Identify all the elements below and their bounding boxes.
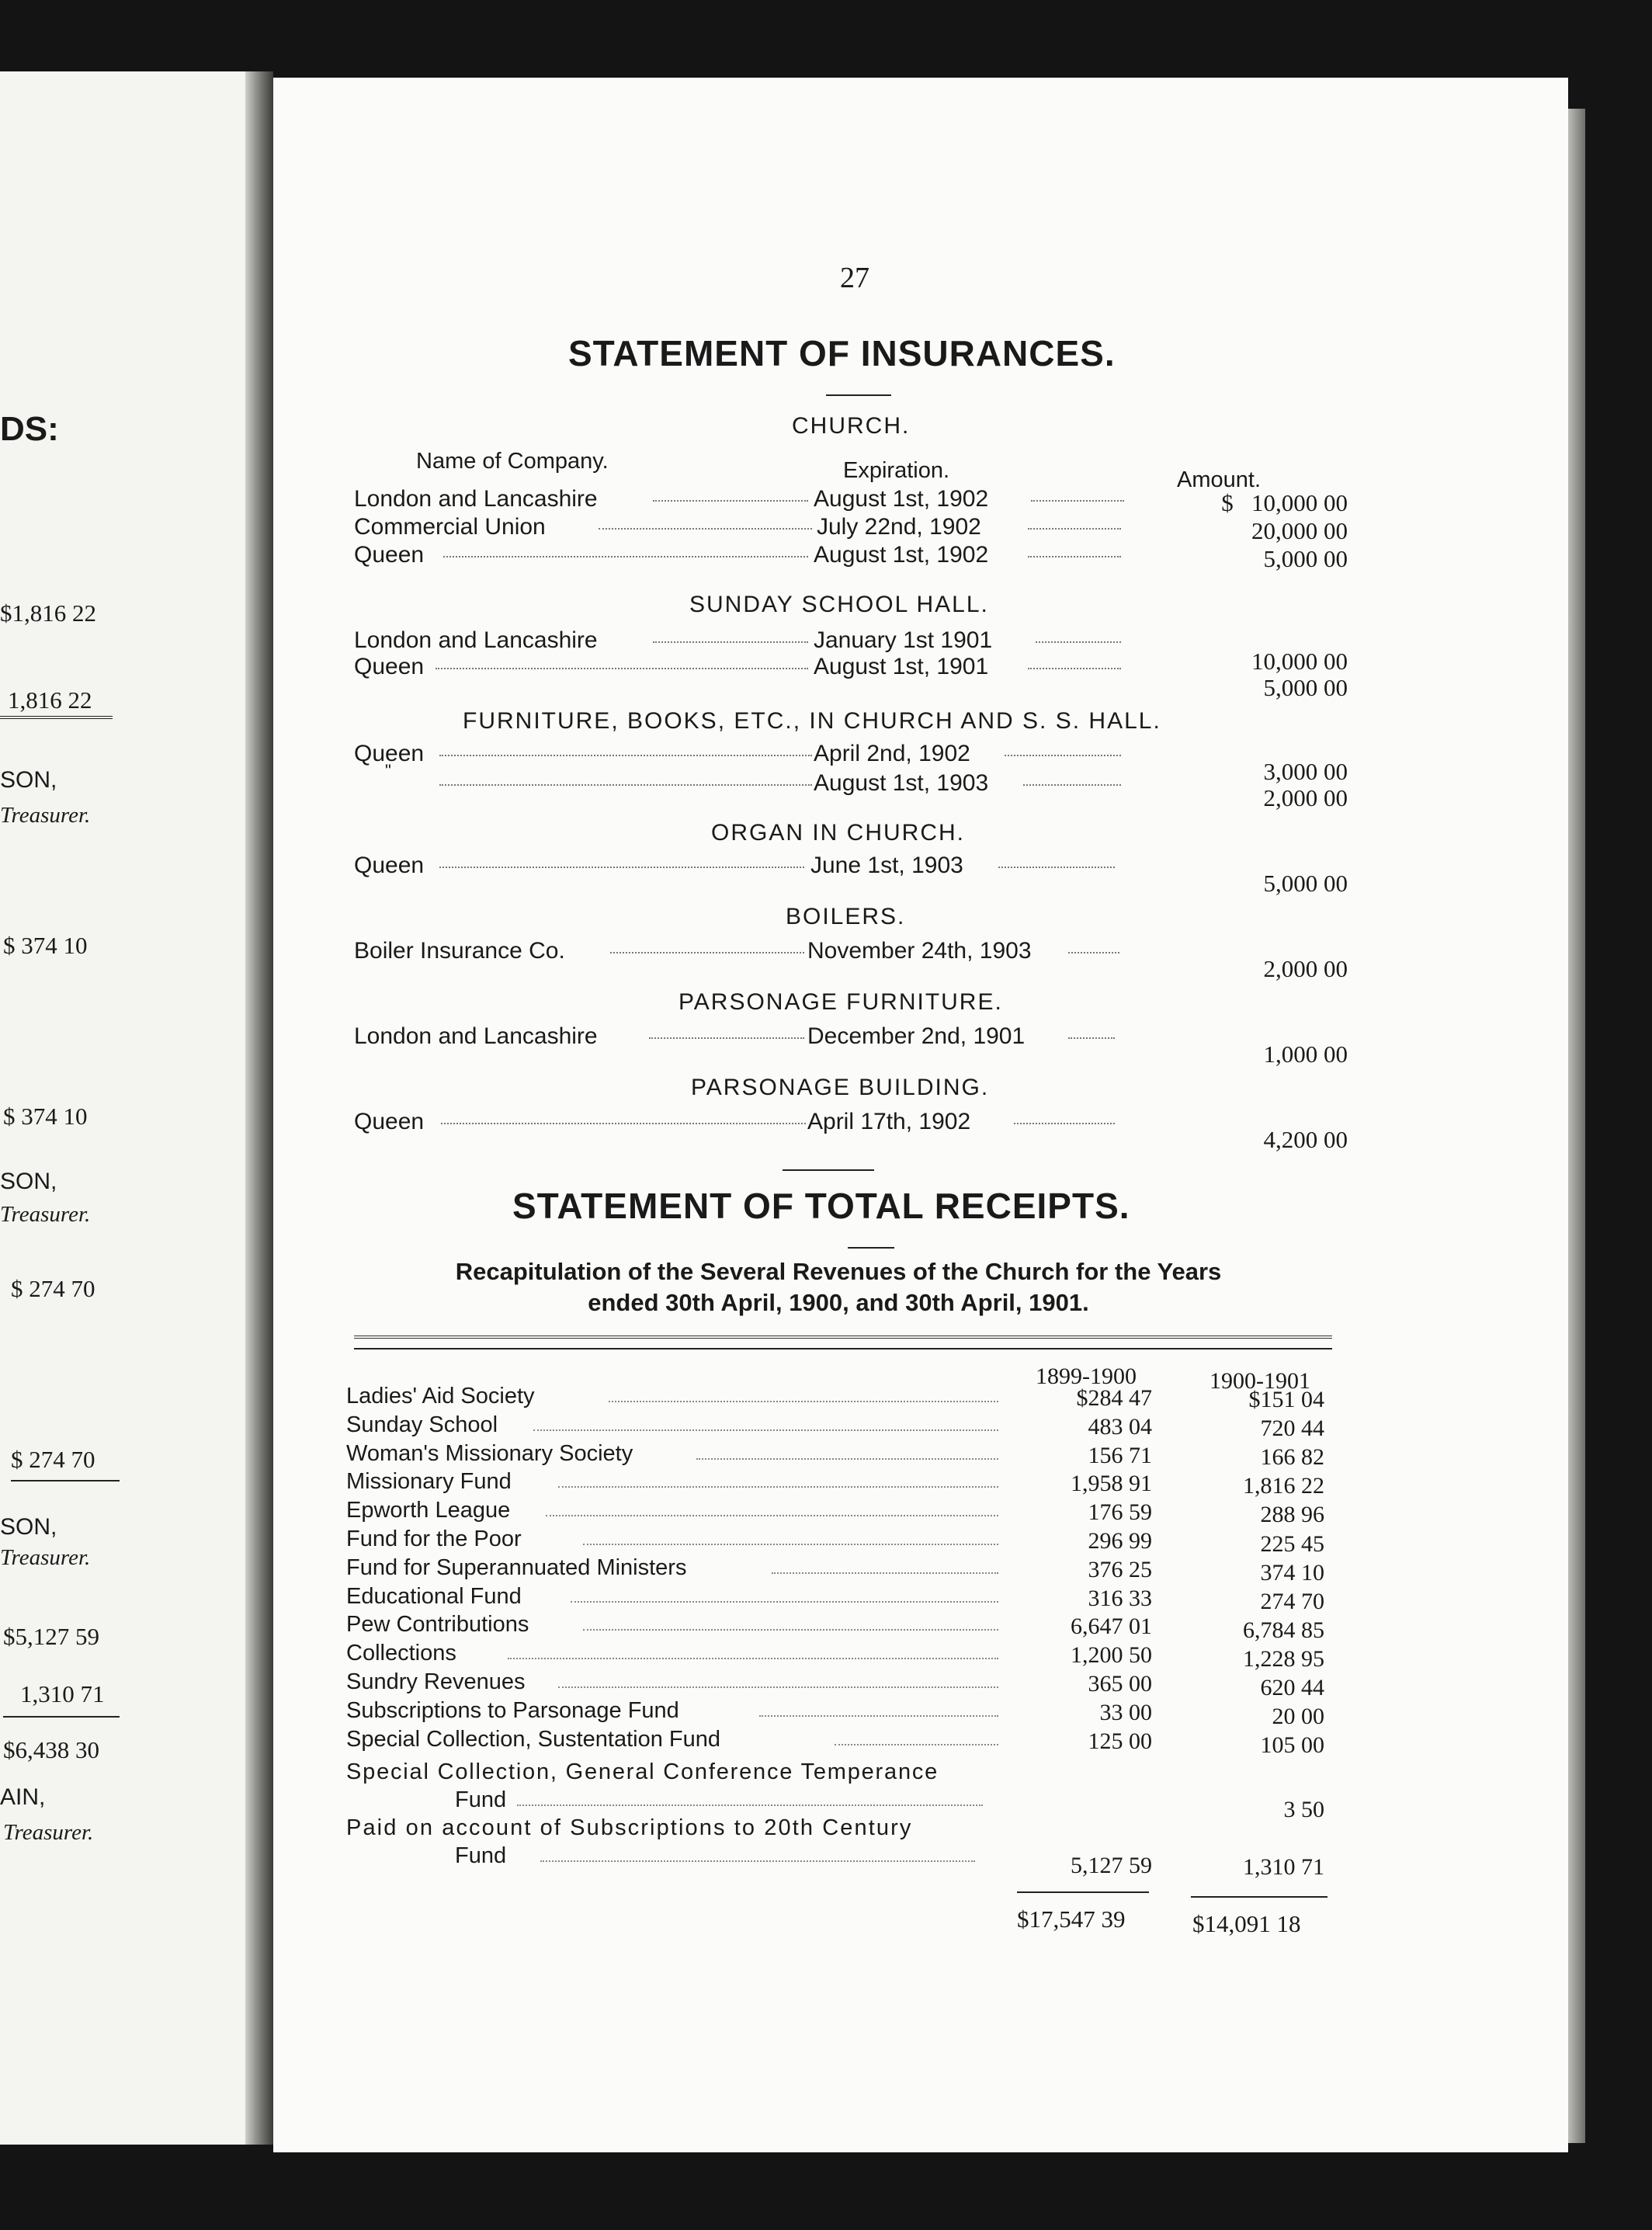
left-signature-name: AIN, bbox=[0, 1784, 46, 1810]
left-amount: $ 274 70 bbox=[11, 1275, 95, 1302]
receipt-row bbox=[346, 1584, 1324, 1613]
receipt-value-1899-1900: $284 47 bbox=[1076, 1385, 1152, 1411]
insurance-amount: 10,000 00 bbox=[1251, 648, 1348, 675]
receipt-value-1900-1901: 720 44 bbox=[1260, 1415, 1324, 1442]
section-heading: BOILERS. bbox=[786, 904, 906, 929]
receipt-label: Fund bbox=[455, 1843, 507, 1868]
year-header: 1900-1901 bbox=[1210, 1368, 1310, 1394]
leader-dots bbox=[1014, 1123, 1115, 1124]
receipt-label: Special Collection, Sustentation Fund bbox=[346, 1726, 721, 1752]
leader-dots bbox=[1028, 556, 1121, 558]
insurance-company: Commercial Union bbox=[354, 514, 546, 540]
insurance-expiration: August 1st, 1902 bbox=[814, 486, 989, 512]
leader-dots bbox=[610, 952, 804, 953]
left-signature-name: SON, bbox=[0, 767, 57, 793]
receipt-label: Epworth League bbox=[346, 1498, 511, 1523]
insurance-expiration: July 22nd, 1902 bbox=[817, 514, 981, 540]
double-rule bbox=[354, 1336, 1332, 1339]
receipt-value-1900-1901: 374 10 bbox=[1260, 1559, 1324, 1586]
receipt-value-1900-1901: 1,228 95 bbox=[1243, 1645, 1324, 1672]
receipts-subtitle bbox=[342, 1256, 1335, 1318]
receipt-label: Fund for the Poor bbox=[346, 1527, 522, 1551]
section-heading: ORGAN IN CHURCH. bbox=[711, 820, 966, 846]
insurance-company: London and Lancashire bbox=[354, 486, 598, 512]
leader-dots bbox=[1005, 755, 1121, 756]
insurance-amount: 5,000 00 bbox=[1263, 545, 1348, 572]
leader-dots bbox=[443, 556, 808, 558]
receipt-value-1900-1901: 225 45 bbox=[1260, 1530, 1324, 1557]
receipt-label: Collections bbox=[346, 1641, 456, 1666]
leader-dots bbox=[653, 500, 808, 502]
insurance-expiration: April 17th, 1902 bbox=[807, 1109, 971, 1134]
left-total-rule bbox=[0, 716, 113, 719]
leader-dots bbox=[1028, 668, 1121, 669]
receipt-row bbox=[346, 1815, 1324, 1880]
leader-dots bbox=[508, 1658, 998, 1659]
insurance-row bbox=[354, 486, 1348, 514]
insurance-company: London and Lancashire bbox=[354, 1023, 598, 1049]
receipt-label: Woman's Missionary Society bbox=[346, 1440, 633, 1466]
year-header: 1899-1900 bbox=[1036, 1363, 1137, 1389]
receipt-row bbox=[346, 1384, 1324, 1412]
insurance-amount: 2,000 00 bbox=[1263, 955, 1348, 982]
insurance-row bbox=[354, 1023, 1348, 1068]
left-total-rule bbox=[3, 1716, 120, 1718]
left-signature-name: SON, bbox=[0, 1169, 57, 1194]
insurance-expiration: August 1st, 1902 bbox=[814, 542, 989, 568]
page-number: 27 bbox=[840, 262, 869, 294]
insurance-amount: 5,000 00 bbox=[1263, 674, 1348, 701]
leader-dots bbox=[439, 867, 804, 868]
receipt-row bbox=[346, 1469, 1324, 1498]
left-amount-total: $ 274 70 bbox=[11, 1446, 95, 1473]
receipt-label: Fund for Superannuated Ministers bbox=[346, 1554, 687, 1580]
receipt-value-1899-1900: 156 71 bbox=[1088, 1442, 1152, 1468]
leader-dots bbox=[439, 784, 812, 786]
leader-dots bbox=[649, 1037, 804, 1039]
insurance-row bbox=[354, 853, 1348, 897]
receipt-value-1900-1901: 6,784 85 bbox=[1243, 1617, 1324, 1643]
leader-dots bbox=[1036, 641, 1121, 643]
receipt-label: Educational Fund bbox=[346, 1583, 522, 1609]
receipt-value-1899-1900: 365 00 bbox=[1088, 1671, 1152, 1697]
receipt-value-1900-1901: 274 70 bbox=[1260, 1588, 1324, 1614]
receipt-label: Paid on account of Subscriptions to 20th Century bbox=[346, 1815, 913, 1840]
section-heading: FURNITURE, BOOKS, ETC., IN CHURCH AND S. S. HALL. bbox=[463, 708, 1161, 734]
insurance-company: Queen bbox=[354, 654, 425, 679]
leader-dots bbox=[1031, 500, 1124, 502]
receipt-value-1900-1901: 620 44 bbox=[1260, 1675, 1324, 1700]
leader-dots bbox=[609, 1401, 998, 1402]
insurance-amount: $ 10,000 00 bbox=[1221, 489, 1348, 516]
leader-dots bbox=[998, 867, 1115, 868]
leader-dots bbox=[517, 1804, 983, 1806]
insurances-title: STATEMENT OF INSURANCES. bbox=[568, 333, 1116, 373]
receipt-row bbox=[346, 1641, 1324, 1672]
receipt-label: Sunday School bbox=[346, 1412, 498, 1437]
receipt-value-1899-1900: 33 00 bbox=[1099, 1699, 1152, 1725]
receipt-value-1899-1900: 125 00 bbox=[1088, 1728, 1152, 1754]
left-signature-title: Treasurer. bbox=[0, 803, 91, 828]
receipt-row bbox=[346, 1412, 1324, 1441]
insurance-amount: 5,000 00 bbox=[1263, 870, 1348, 897]
column-header-company: Name of Company. bbox=[416, 449, 609, 474]
receipt-value-1899-1900: 1,200 50 bbox=[1071, 1642, 1152, 1669]
left-amount-total: $ 374 10 bbox=[3, 1103, 88, 1130]
receipt-row bbox=[346, 1669, 1324, 1698]
section-heading: PARSONAGE FURNITURE. bbox=[678, 989, 1003, 1015]
insurance-amount: 1,000 00 bbox=[1263, 1040, 1348, 1068]
insurance-expiration: December 2nd, 1901 bbox=[807, 1023, 1026, 1049]
leader-dots bbox=[436, 668, 808, 669]
double-rule bbox=[354, 1348, 1332, 1349]
page-edge bbox=[1568, 109, 1585, 2143]
receipt-value-1900-1901: 20 00 bbox=[1272, 1704, 1324, 1730]
insurance-expiration: August 1st, 1903 bbox=[814, 770, 989, 796]
left-amount: $5,127 59 bbox=[3, 1623, 99, 1650]
insurance-expiration: January 1st 1901 bbox=[814, 627, 993, 653]
receipt-label: Pew Contributions bbox=[346, 1612, 529, 1638]
leader-dots bbox=[441, 1123, 806, 1124]
column-header-amount: Amount. bbox=[1177, 467, 1261, 492]
leader-dots bbox=[540, 1860, 975, 1862]
leader-dots bbox=[653, 641, 808, 643]
insurance-company: Queen bbox=[354, 1109, 425, 1134]
receipt-row bbox=[346, 1441, 1324, 1470]
insurance-company: Queen bbox=[354, 741, 425, 766]
insurance-expiration: November 24th, 1903 bbox=[807, 938, 1032, 964]
leader-dots bbox=[558, 1686, 998, 1688]
receipt-value-1899-1900: 483 04 bbox=[1088, 1413, 1152, 1440]
leader-dots bbox=[696, 1458, 998, 1460]
receipt-value-1900-1901: 1,816 22 bbox=[1243, 1473, 1324, 1499]
receipt-row bbox=[346, 1759, 1324, 1822]
receipt-value-1899-1900: 316 33 bbox=[1088, 1585, 1152, 1611]
left-signature-name: SON, bbox=[0, 1514, 57, 1540]
leader-dots bbox=[583, 1544, 998, 1545]
receipt-value-1899-1900: 1,958 91 bbox=[1071, 1471, 1152, 1497]
column-header-expiration: Expiration. bbox=[843, 458, 950, 483]
receipt-row bbox=[346, 1697, 1324, 1730]
insurance-row bbox=[354, 938, 1348, 982]
receipt-value-1900-1901: 105 00 bbox=[1260, 1732, 1324, 1759]
receipt-label: Missionary Fund bbox=[346, 1469, 512, 1495]
receipts-title: STATEMENT OF TOTAL RECEIPTS. bbox=[512, 1186, 1130, 1226]
total-1900-1901: $14,091 18 bbox=[1192, 1910, 1301, 1937]
leader-dots bbox=[533, 1429, 998, 1431]
left-amount: $ 374 10 bbox=[3, 932, 88, 959]
receipt-row bbox=[346, 1527, 1324, 1555]
leader-dots bbox=[759, 1715, 998, 1717]
leader-dots bbox=[558, 1486, 998, 1488]
section-rule bbox=[783, 1169, 874, 1171]
receipt-row bbox=[346, 1498, 1324, 1527]
subtitle-line: ended 30th April, 1900, and 30th April, 1901. bbox=[588, 1289, 1089, 1316]
leader-dots bbox=[772, 1572, 998, 1574]
section-heading: CHURCH. bbox=[792, 413, 911, 439]
receipt-value-1899-1900: 6,647 01 bbox=[1071, 1613, 1152, 1640]
section-heading: SUNDAY SCHOOL HALL. bbox=[689, 592, 989, 617]
left-signature-title: Treasurer. bbox=[0, 1202, 91, 1227]
insurance-amount: 3,000 00 bbox=[1263, 758, 1348, 785]
insurance-expiration: June 1st, 1903 bbox=[810, 853, 963, 878]
insurance-row bbox=[354, 542, 1348, 570]
insurance-row bbox=[354, 654, 1348, 701]
left-amount-total: $6,438 30 bbox=[3, 1736, 99, 1763]
leader-dots bbox=[1068, 1037, 1115, 1039]
receipt-value-1900-1901: $151 04 bbox=[1248, 1387, 1324, 1412]
total-1899-1900: $17,547 39 bbox=[1017, 1905, 1126, 1933]
leader-dots bbox=[1023, 784, 1121, 786]
receipt-value-1899-1900: 376 25 bbox=[1088, 1556, 1152, 1582]
receipt-label: Sundry Revenues bbox=[346, 1669, 526, 1694]
receipt-value-1900-1901: 288 96 bbox=[1260, 1502, 1324, 1528]
leader-dots bbox=[583, 1629, 998, 1631]
receipt-value-1900-1901: 1,310 71 bbox=[1243, 1854, 1324, 1880]
leader-dots bbox=[546, 1515, 998, 1516]
leader-dots bbox=[835, 1744, 998, 1745]
left-total-rule bbox=[11, 1480, 120, 1481]
total-rule bbox=[1191, 1896, 1328, 1898]
title-rule bbox=[848, 1247, 894, 1249]
section-heading: PARSONAGE BUILDING. bbox=[691, 1075, 990, 1100]
receipt-row bbox=[346, 1612, 1324, 1641]
receipt-value-1899-1900: 5,127 59 bbox=[1071, 1853, 1152, 1878]
insurance-company: Queen bbox=[354, 542, 425, 568]
left-amount-total: 1,816 22 bbox=[8, 686, 92, 714]
book-gutter bbox=[245, 71, 273, 2145]
leader-dots bbox=[571, 1601, 998, 1603]
leader-dots bbox=[1028, 528, 1121, 530]
leader-dots bbox=[439, 755, 812, 756]
left-signature-title: Treasurer. bbox=[3, 1820, 94, 1845]
left-amount: 1,310 71 bbox=[20, 1680, 105, 1707]
ditto-mark: " bbox=[385, 761, 391, 780]
receipt-value-1900-1901: 3 50 bbox=[1283, 1797, 1324, 1822]
receipt-label: Fund bbox=[455, 1787, 507, 1812]
insurance-amount: 20,000 00 bbox=[1251, 517, 1348, 544]
total-rule bbox=[1017, 1891, 1149, 1893]
receipt-label: Subscriptions to Parsonage Fund bbox=[346, 1697, 679, 1723]
insurance-company: Boiler Insurance Co. bbox=[354, 938, 565, 964]
leader-dots bbox=[1068, 952, 1119, 953]
subtitle-line: Recapitulation of the Several Revenues of the Church for the Years bbox=[455, 1258, 1222, 1285]
insurance-amount: 2,000 00 bbox=[1263, 784, 1348, 811]
insurance-row bbox=[354, 761, 1348, 811]
receipt-value-1899-1900: 176 59 bbox=[1088, 1499, 1152, 1526]
insurance-expiration: April 2nd, 1902 bbox=[814, 741, 970, 766]
receipt-value-1899-1900: 296 99 bbox=[1088, 1528, 1152, 1554]
insurance-row bbox=[354, 1109, 1348, 1153]
left-amount: $1,816 22 bbox=[0, 599, 96, 627]
title-rule bbox=[826, 394, 891, 396]
left-heading-fragment: DS: bbox=[0, 410, 59, 448]
left-signature-title: Treasurer. bbox=[0, 1545, 91, 1570]
insurance-expiration: August 1st, 1901 bbox=[814, 654, 989, 679]
receipt-row bbox=[346, 1726, 1324, 1759]
receipt-label: Special Collection, General Conference Temperance bbox=[346, 1759, 939, 1784]
insurance-company: Queen bbox=[354, 853, 425, 878]
insurance-company: London and Lancashire bbox=[354, 627, 598, 653]
receipt-row bbox=[346, 1555, 1324, 1584]
receipt-label: Ladies' Aid Society bbox=[346, 1384, 535, 1409]
insurance-row bbox=[354, 514, 1348, 542]
receipt-value-1900-1901: 166 82 bbox=[1260, 1444, 1324, 1471]
insurance-amount: 4,200 00 bbox=[1263, 1126, 1348, 1153]
leader-dots bbox=[599, 528, 812, 530]
